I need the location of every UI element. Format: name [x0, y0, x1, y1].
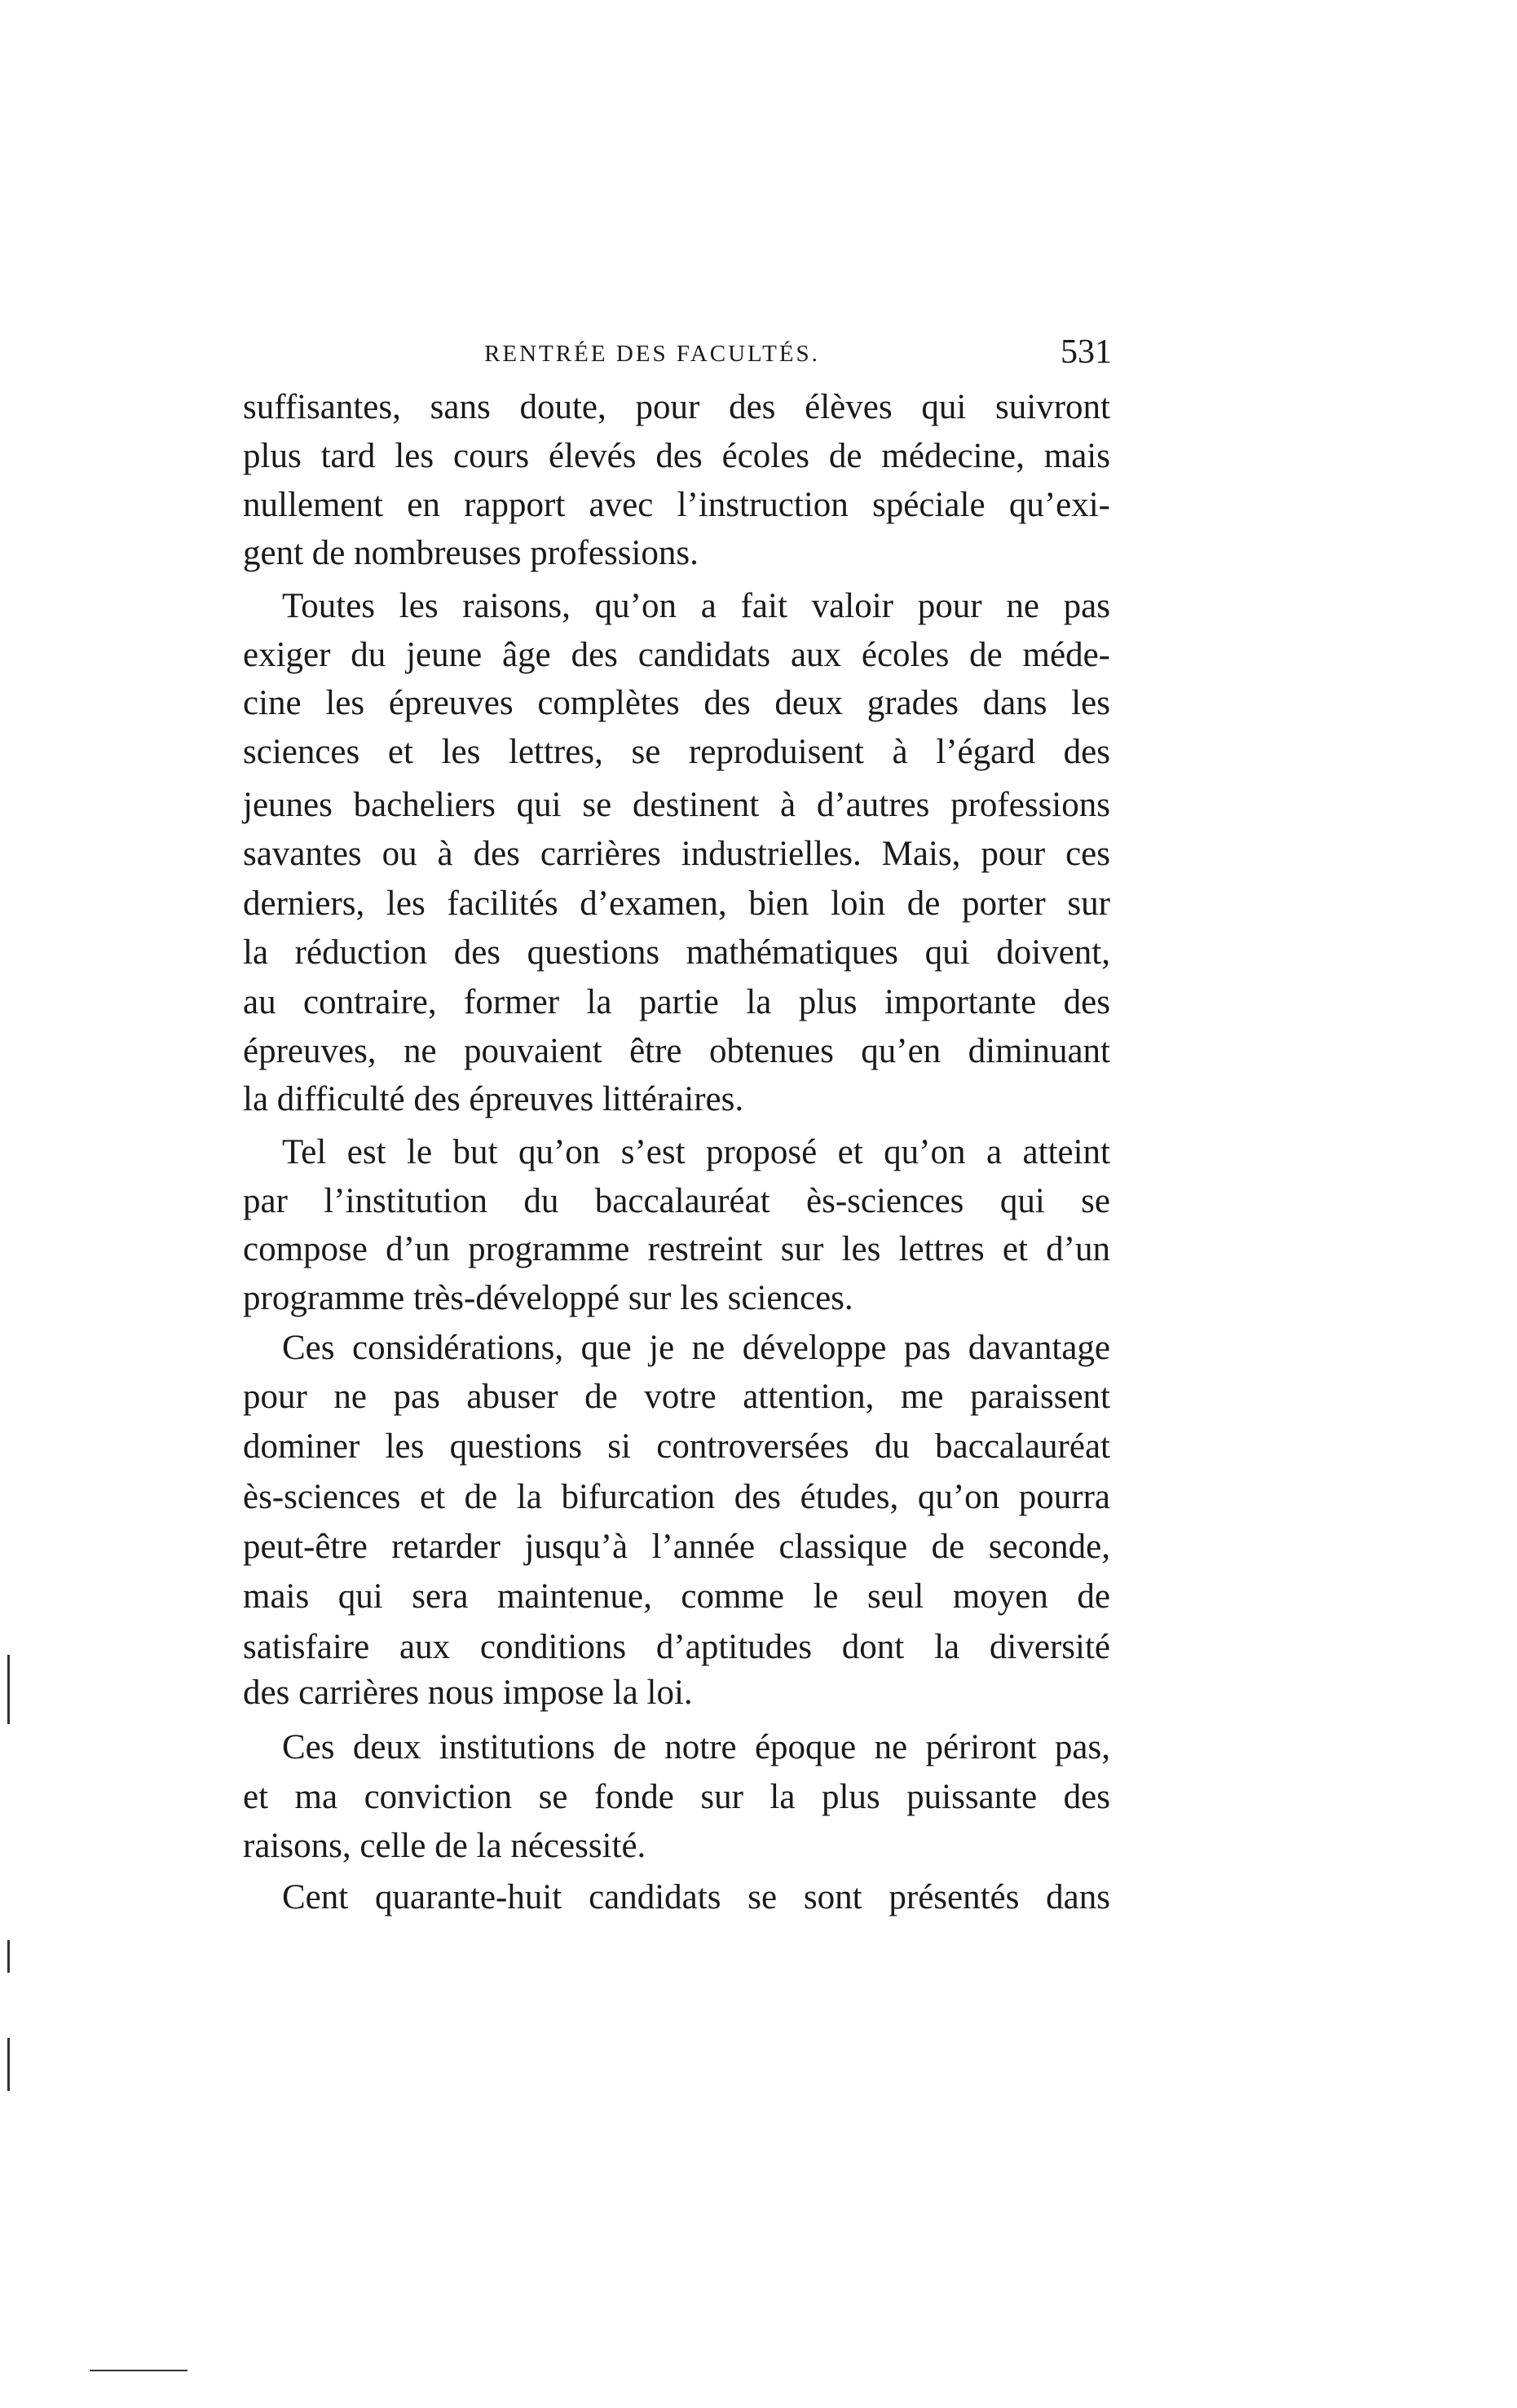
text-line: pour ne pas abuser de votre attention, me paraissent	[243, 1378, 1110, 1416]
text-line: nullement en rapport avec l’instruction spéciale qu’exi-	[243, 486, 1110, 524]
text-line: Toutes les raisons, qu’on a fait valoir pour ne pas	[282, 587, 1110, 625]
text-line: peut-être retarder jusqu’à l’année classique de seconde,	[243, 1528, 1110, 1566]
text-line: jeunes bacheliers qui se destinent à d’autres professions	[243, 786, 1110, 824]
text-line: la difficulté des épreuves littéraires.	[243, 1080, 744, 1118]
text-line: dominer les questions si controversées du baccalauréat	[243, 1427, 1110, 1466]
scan-edge-mark	[7, 1940, 10, 1973]
text-line: Ces considérations, que je ne développe pas davantage	[282, 1329, 1110, 1367]
text-line: épreuves, ne pouvaient être obtenues qu’en diminuant	[243, 1032, 1110, 1070]
text-line: derniers, les facilités d’examen, bien loin de porter sur	[243, 884, 1110, 923]
scan-edge-mark	[7, 1655, 10, 1724]
text-line: exiger du jeune âge des candidats aux écoles de méde-	[243, 636, 1110, 674]
text-line: Cent quarante-huit candidats se sont présentés dans	[282, 1878, 1110, 1916]
text-line: au contraire, former la partie la plus importante des	[243, 983, 1110, 1021]
scan-edge-mark	[90, 2370, 187, 2371]
scan-edge-mark	[7, 2038, 10, 2091]
text-line: satisfaire aux conditions d’aptitudes dont la diversité	[243, 1628, 1110, 1666]
text-line: plus tard les cours élevés des écoles de médecine, mais	[243, 437, 1110, 475]
text-line: sciences et les lettres, se reproduisent à l’égard des	[243, 733, 1110, 771]
text-line: la réduction des questions mathématiques qui doivent,	[243, 933, 1110, 972]
text-line: Tel est le but qu’on s’est proposé et qu’on a atteint	[282, 1133, 1110, 1171]
text-line: compose d’un programme restreint sur les lettres et d’un	[243, 1230, 1110, 1268]
text-line: par l’institution du baccalauréat ès-sciences qui se	[243, 1182, 1110, 1220]
text-line: raisons, celle de la nécessité.	[243, 1827, 646, 1865]
text-line: mais qui sera maintenue, comme le seul moyen de	[243, 1577, 1110, 1616]
text-line: gent de nombreuses professions.	[243, 534, 699, 572]
text-line: et ma conviction se fonde sur la plus puissante des	[243, 1778, 1110, 1816]
page-number: 531	[1061, 333, 1112, 371]
text-line: cine les épreuves complètes des deux grades dans les	[243, 684, 1110, 722]
text-line: programme très-développé sur les sciences.	[243, 1279, 853, 1317]
text-line: suffisantes, sans doute, pour des élèves qui suivront	[243, 388, 1110, 426]
text-line: savantes ou à des carrières industrielles. Mais, pour ces	[243, 835, 1110, 873]
text-line: ès-sciences et de la bifurcation des études, qu’on pourra	[243, 1478, 1110, 1516]
text-line: Ces deux institutions de notre époque ne périront pas,	[282, 1728, 1110, 1766]
running-title: RENTRÉE DES FACULTÉS.	[484, 341, 820, 367]
text-line: des carrières nous impose la loi.	[243, 1674, 693, 1712]
